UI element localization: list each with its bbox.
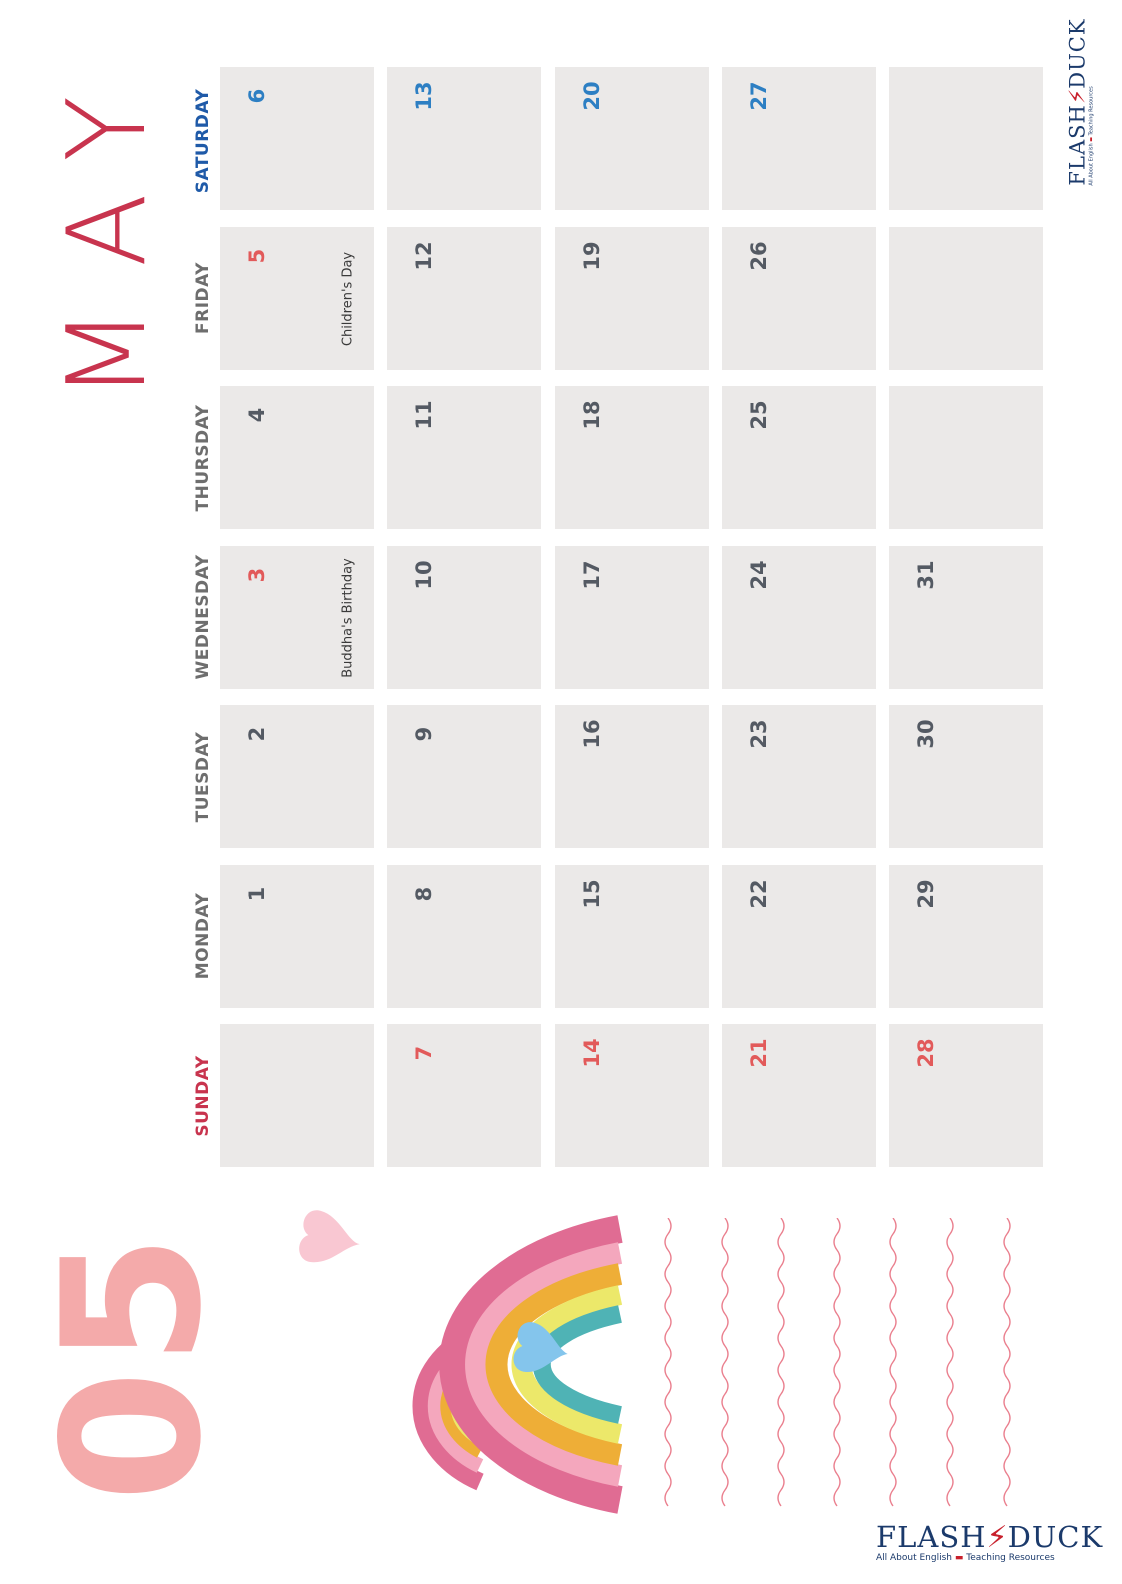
date-number: 15	[580, 879, 604, 909]
calendar-cell[interactable]	[387, 546, 541, 689]
calendar-cell[interactable]	[889, 705, 1043, 848]
calendar-cell[interactable]	[555, 227, 709, 370]
wavy-line	[890, 1218, 896, 1506]
calendar-cell[interactable]	[889, 546, 1043, 689]
date-number: 19	[580, 241, 604, 271]
date-number: 21	[747, 1038, 771, 1068]
date-number: 24	[747, 560, 771, 590]
wavy-line	[665, 1218, 671, 1506]
calendar-cell[interactable]	[555, 67, 709, 210]
date-number: 7	[412, 1045, 436, 1061]
logo-text-duck: DUCK	[1065, 18, 1090, 89]
calendar-cell[interactable]	[555, 865, 709, 1008]
date-number: 2	[245, 726, 269, 742]
date-number: 26	[747, 241, 771, 271]
brand-logo-top	[1066, 18, 1095, 185]
calendar-cell[interactable]	[722, 546, 876, 689]
calendar-cell-empty	[889, 386, 1043, 529]
date-number: 1	[245, 886, 269, 902]
calendar-cell-holiday[interactable]	[220, 546, 374, 689]
day-header-wednesday: WEDNESDAY	[193, 554, 213, 680]
lightning-bolt-icon: ⚡	[1065, 88, 1091, 105]
date-number: 5	[245, 248, 269, 264]
wavy-line	[778, 1218, 784, 1506]
date-number: 10	[412, 560, 436, 590]
wavy-lines	[655, 1218, 1025, 1508]
calendar-cell[interactable]	[722, 1024, 876, 1167]
rainbow-illustration	[280, 1200, 640, 1520]
date-number: 20	[580, 81, 604, 111]
date-number: 9	[412, 726, 436, 742]
date-number: 11	[412, 400, 436, 430]
calendar-cell[interactable]	[387, 865, 541, 1008]
date-number: 6	[245, 88, 269, 104]
date-number: 31	[914, 560, 938, 590]
calendar-cell[interactable]	[220, 67, 374, 210]
date-number: 30	[914, 719, 938, 749]
month-number: 05	[22, 1229, 243, 1503]
holiday-label-childrens-day: Children's Day	[340, 251, 356, 347]
calendar-cell[interactable]	[722, 865, 876, 1008]
calendar-cell[interactable]	[220, 705, 374, 848]
wavy-line	[834, 1218, 840, 1506]
date-number: 12	[412, 241, 436, 271]
calendar-cell-empty	[220, 1024, 374, 1167]
heart-icon	[297, 1208, 364, 1270]
lightning-bolt-icon: ⚡	[986, 1520, 1008, 1555]
calendar-cell[interactable]	[555, 386, 709, 529]
day-header-saturday: SATURDAY	[193, 88, 213, 194]
calendar-cell[interactable]	[555, 705, 709, 848]
month-title: MAY	[45, 55, 170, 401]
day-header-sunday: SUNDAY	[193, 1055, 213, 1137]
brand-logo-bottom	[876, 1520, 1103, 1563]
date-number: 13	[412, 81, 436, 111]
date-number: 29	[914, 879, 938, 909]
calendar-cell[interactable]	[722, 705, 876, 848]
calendar-cell[interactable]	[220, 865, 374, 1008]
wavy-line	[947, 1218, 953, 1506]
logo-text-flash: FLASH	[876, 1520, 987, 1554]
logo-tagline: All About English ▬ Teaching Resources	[1088, 86, 1095, 186]
calendar-cell[interactable]	[387, 386, 541, 529]
calendar-cell-holiday[interactable]	[220, 227, 374, 370]
date-number: 27	[747, 81, 771, 111]
logo-tagline: All About English ▬ Teaching Resources	[876, 1553, 1055, 1563]
date-number: 28	[914, 1038, 938, 1068]
calendar-cell[interactable]	[889, 1024, 1043, 1167]
calendar-cell[interactable]	[387, 227, 541, 370]
date-number: 22	[747, 879, 771, 909]
calendar-cell-empty	[889, 227, 1043, 370]
logo-text-flash: FLASH	[1065, 104, 1090, 186]
date-number: 4	[245, 407, 269, 423]
calendar-cell[interactable]	[387, 67, 541, 210]
date-number: 25	[747, 400, 771, 430]
calendar-cell[interactable]	[555, 1024, 709, 1167]
calendar-cell[interactable]	[555, 546, 709, 689]
calendar-cell[interactable]	[387, 705, 541, 848]
calendar-cell[interactable]	[722, 67, 876, 210]
day-header-thursday: THURSDAY	[193, 404, 213, 512]
calendar-cell[interactable]	[889, 865, 1043, 1008]
date-number: 8	[412, 886, 436, 902]
date-number: 17	[580, 560, 604, 590]
date-number: 3	[245, 567, 269, 583]
day-header-friday: FRIDAY	[193, 262, 213, 334]
calendar-cell[interactable]	[722, 386, 876, 529]
date-number: 18	[580, 400, 604, 430]
wavy-line	[722, 1218, 728, 1506]
calendar-cell[interactable]	[220, 386, 374, 529]
day-header-monday: MONDAY	[193, 892, 213, 980]
calendar-cell[interactable]	[722, 227, 876, 370]
calendar-cell-empty	[889, 67, 1043, 210]
date-number: 16	[580, 719, 604, 749]
date-number: 14	[580, 1038, 604, 1068]
date-number: 23	[747, 719, 771, 749]
wavy-line	[1004, 1218, 1010, 1506]
calendar-cell[interactable]	[387, 1024, 541, 1167]
logo-text-duck: DUCK	[1007, 1520, 1104, 1554]
day-header-tuesday: TUESDAY	[193, 731, 213, 823]
holiday-label-buddhas-birthday: Buddha's Birthday	[340, 558, 356, 678]
